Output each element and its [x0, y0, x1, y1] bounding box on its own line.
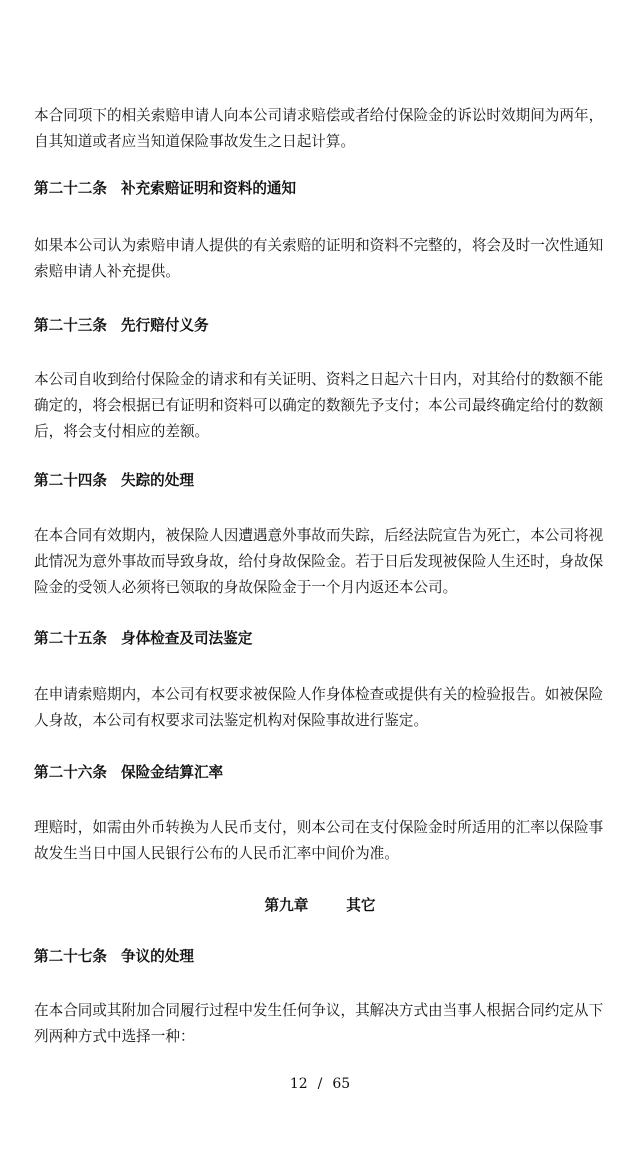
article-23-number: 第二十三条 — [34, 317, 107, 334]
paragraph-dispute-resolution: 在本合同或其附加合同履行过程中发生任何争议，其解决方式由当事人根据合同约定从下列两种方式中选择一种： — [34, 1002, 604, 1045]
article-22-title: 补充索赔证明和资料的通知 — [120, 180, 297, 197]
article-25-title: 身体检查及司法鉴定 — [120, 630, 253, 647]
article-26-number: 第二十六条 — [34, 764, 107, 781]
article-23-heading — [34, 313, 209, 339]
page-separator: / — [317, 1076, 323, 1092]
article-27-title: 争议的处理 — [120, 948, 194, 965]
page-current: 12 — [289, 1076, 308, 1092]
chapter-heading — [0, 893, 640, 919]
article-23-title: 先行赔付义务 — [120, 317, 209, 334]
paragraph-litigation-period: 本合同项下的相关索赔申请人向本公司请求赔偿或者给付保险金的诉讼时效期间为两年，自其知道或者应当知道保险事故发生之日起计算。 — [34, 107, 604, 150]
article-26-heading — [34, 760, 223, 786]
article-24-heading — [34, 468, 194, 494]
article-22-heading — [34, 176, 296, 202]
article-25-number: 第二十五条 — [34, 630, 107, 647]
article-22-number: 第二十二条 — [34, 180, 107, 197]
article-24-number: 第二十四条 — [34, 472, 107, 489]
article-24-title: 失踪的处理 — [120, 472, 194, 489]
page-total: 65 — [332, 1076, 351, 1092]
article-27-heading — [34, 944, 194, 970]
page-number — [0, 1073, 640, 1095]
article-26-title: 保险金结算汇率 — [120, 764, 224, 781]
chapter-number: 第九章 — [264, 897, 309, 914]
article-25-heading — [34, 626, 252, 652]
paragraph-medical-exam: 在申请索赔期内，本公司有权要求被保险人作身体检查或提供有关的检验报告。如被保险人身故，本公司有权要求司法鉴定机构对保险事故进行鉴定。 — [34, 686, 604, 729]
chapter-title: 其它 — [346, 897, 376, 914]
paragraph-supplement-notice: 如果本公司认为索赔申请人提供的有关索赔的证明和资料不完整的，将会及时一次性通知索赔申请人补充提供。 — [34, 237, 604, 280]
paragraph-exchange-rate: 理赔时，如需由外币转换为人民币支付，则本公司在支付保险金时所适用的汇率以保险事故发生当日中国人民银行公布的人民币汇率中间价为准。 — [34, 819, 604, 862]
article-27-number: 第二十七条 — [34, 948, 107, 965]
paragraph-missing-person: 在本合同有效期内，被保险人因遭遇意外事故而失踪，后经法院宣告为死亡，本公司将视此情况为意外事故而导致身故，给付身故保险金。若于日后发现被保险人生还时，身故保险金的受领人必须将已领取的身故保险金于一个月内返还本公司。 — [34, 527, 604, 596]
paragraph-advance-payment: 本公司自收到给付保险金的请求和有关证明、资料之日起六十日内，对其给付的数额不能确定的，将会根据已有证明和资料可以确定的数额先予支付；本公司最终确定给付的数额后，将会支付相应的差额。 — [34, 371, 604, 440]
